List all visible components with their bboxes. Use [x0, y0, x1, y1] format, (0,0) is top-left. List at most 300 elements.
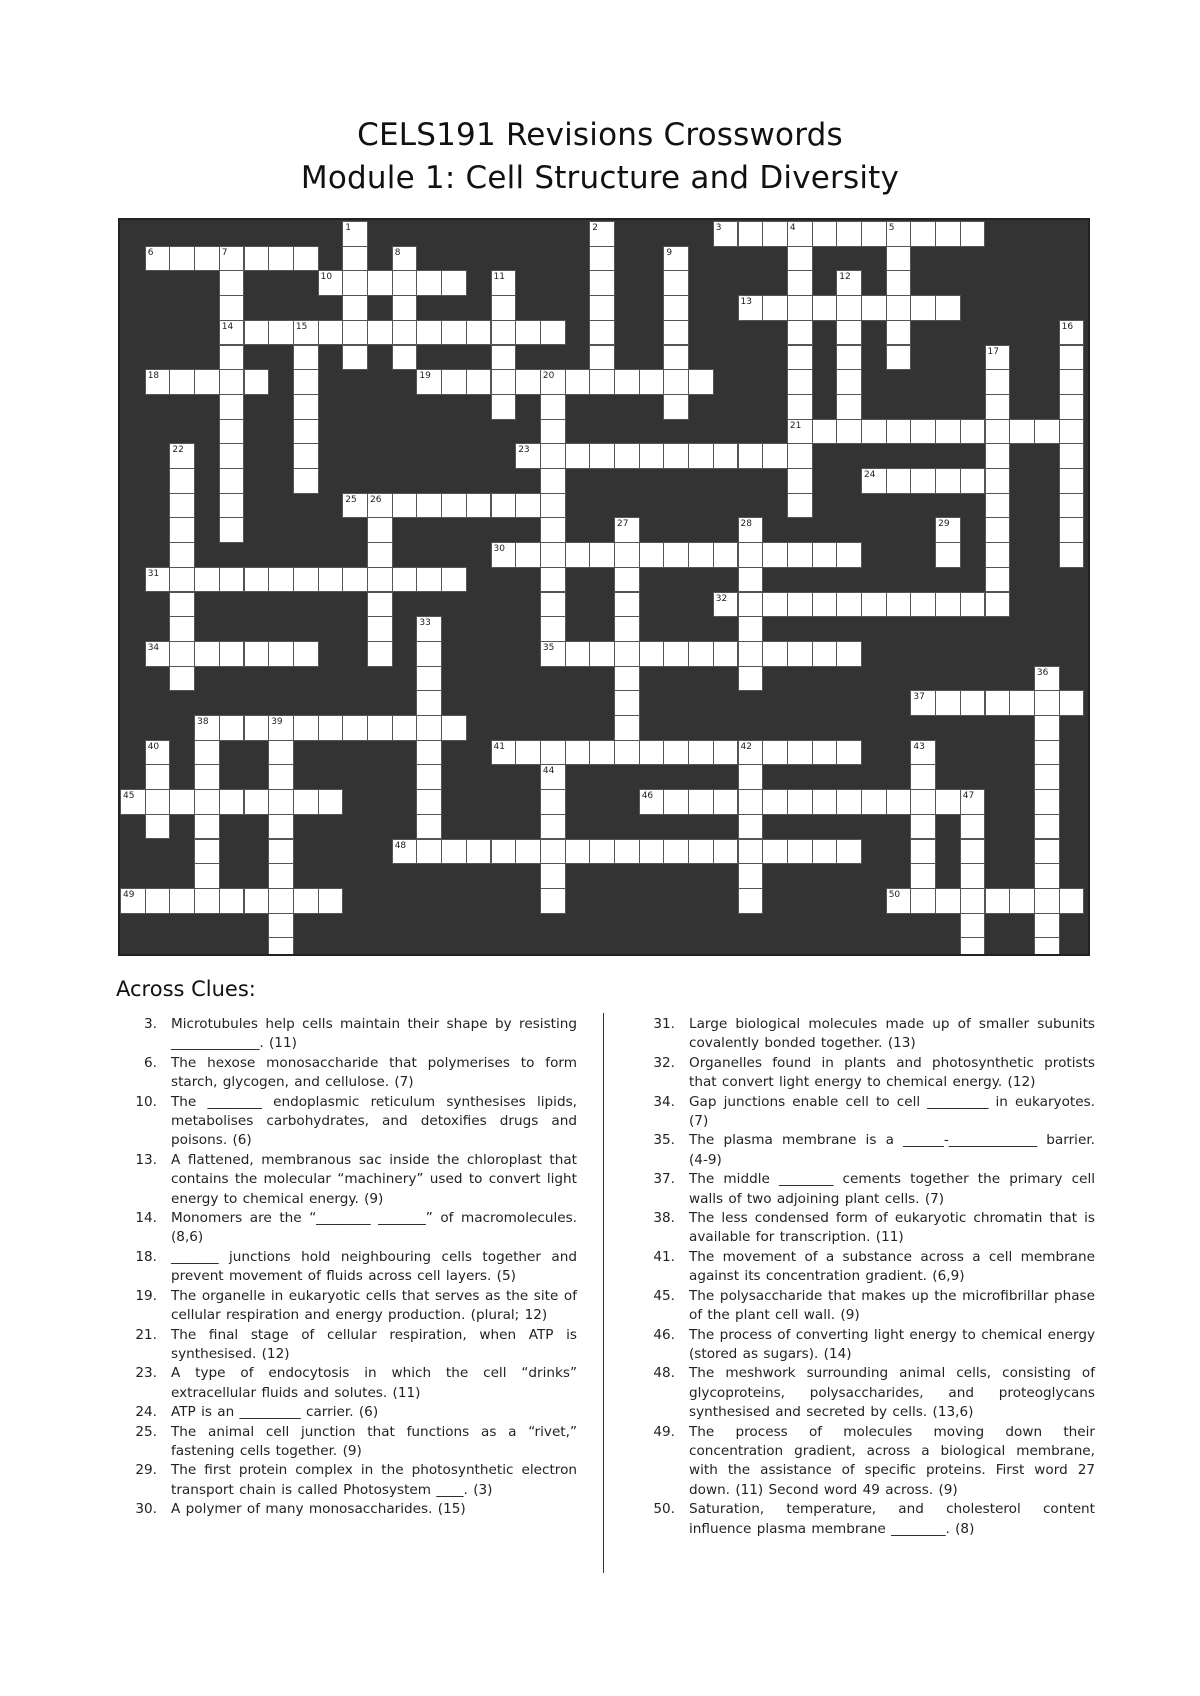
grid-cell[interactable]: [960, 839, 986, 865]
grid-cell[interactable]: [589, 320, 615, 346]
grid-cell[interactable]: [441, 369, 467, 395]
grid-cell[interactable]: [169, 888, 195, 914]
grid-cell[interactable]: [416, 320, 442, 346]
grid-cell[interactable]: [787, 295, 813, 321]
grid-cell[interactable]: [935, 592, 961, 618]
grid-cell[interactable]: [169, 616, 195, 642]
grid-cell[interactable]: [342, 715, 368, 741]
grid-cell[interactable]: [663, 740, 689, 766]
grid-cell[interactable]: [589, 641, 615, 667]
grid-cell[interactable]: [318, 888, 344, 914]
grid-cell[interactable]: [194, 839, 220, 865]
grid-cell[interactable]: [194, 863, 220, 889]
grid-cell[interactable]: [960, 814, 986, 840]
grid-cell[interactable]: [762, 641, 788, 667]
grid-cell[interactable]: [614, 641, 640, 667]
grid-cell[interactable]: [861, 221, 887, 247]
grid-cell[interactable]: [910, 419, 936, 445]
grid-cell[interactable]: [1009, 419, 1035, 445]
grid-cell[interactable]: [614, 839, 640, 865]
grid-cell[interactable]: [836, 394, 862, 420]
grid-cell[interactable]: [268, 320, 294, 346]
grid-cell[interactable]: [342, 246, 368, 272]
grid-cell[interactable]: [639, 641, 665, 667]
grid-cell[interactable]: [1034, 740, 1060, 766]
grid-cell[interactable]: [318, 715, 344, 741]
grid-cell[interactable]: [985, 592, 1011, 618]
grid-cell[interactable]: [367, 592, 393, 618]
grid-cell[interactable]: [169, 641, 195, 667]
grid-cell[interactable]: [169, 369, 195, 395]
grid-cell[interactable]: [244, 789, 270, 815]
grid-cell[interactable]: [540, 542, 566, 568]
grid-cell[interactable]: [219, 468, 245, 494]
grid-cell[interactable]: [762, 443, 788, 469]
grid-cell[interactable]: [861, 592, 887, 618]
grid-cell[interactable]: [787, 443, 813, 469]
grid-cell[interactable]: [169, 666, 195, 692]
grid-cell[interactable]: [985, 888, 1011, 914]
grid-cell[interactable]: [787, 641, 813, 667]
grid-cell[interactable]: [639, 542, 665, 568]
grid-cell[interactable]: [293, 394, 319, 420]
grid-cell[interactable]: [268, 839, 294, 865]
grid-cell[interactable]: [713, 641, 739, 667]
grid-cell[interactable]: [416, 567, 442, 593]
grid-cell[interactable]: [910, 863, 936, 889]
grid-cell[interactable]: [886, 246, 912, 272]
grid-cell[interactable]: [268, 246, 294, 272]
grid-cell[interactable]: [268, 567, 294, 593]
grid-cell[interactable]: [787, 320, 813, 346]
grid-cell[interactable]: [960, 221, 986, 247]
grid-cell[interactable]: [540, 320, 566, 346]
grid-cell[interactable]: [367, 641, 393, 667]
grid-cell[interactable]: [1034, 937, 1060, 956]
grid-cell[interactable]: [392, 295, 418, 321]
grid-cell[interactable]: [589, 443, 615, 469]
grid-cell[interactable]: [1059, 493, 1085, 519]
grid-cell[interactable]: [589, 740, 615, 766]
grid-cell[interactable]: [639, 443, 665, 469]
grid-cell[interactable]: [268, 937, 294, 956]
grid-cell[interactable]: [787, 345, 813, 371]
grid-cell[interactable]: [441, 270, 467, 296]
grid-cell[interactable]: [960, 913, 986, 939]
grid-cell[interactable]: [738, 542, 764, 568]
grid-cell[interactable]: [491, 369, 517, 395]
grid-cell[interactable]: [812, 542, 838, 568]
grid-cell[interactable]: [812, 295, 838, 321]
grid-cell[interactable]: [194, 641, 220, 667]
grid-cell[interactable]: [738, 839, 764, 865]
grid-cell[interactable]: [219, 715, 245, 741]
grid-cell[interactable]: [416, 764, 442, 790]
grid-cell[interactable]: [416, 270, 442, 296]
grid-cell[interactable]: [663, 789, 689, 815]
grid-cell[interactable]: [1059, 690, 1085, 716]
grid-cell[interactable]: [1059, 468, 1085, 494]
grid-cell[interactable]: [886, 320, 912, 346]
grid-cell[interactable]: [1009, 888, 1035, 914]
grid-cell[interactable]: [836, 641, 862, 667]
grid-cell[interactable]: [145, 888, 171, 914]
grid-cell[interactable]: [762, 839, 788, 865]
grid-cell[interactable]: [738, 641, 764, 667]
grid-cell[interactable]: [244, 888, 270, 914]
grid-cell[interactable]: [367, 542, 393, 568]
grid-cell[interactable]: [910, 592, 936, 618]
grid-cell[interactable]: [219, 641, 245, 667]
grid-cell[interactable]: [169, 542, 195, 568]
grid-cell[interactable]: [416, 690, 442, 716]
grid-cell[interactable]: [367, 517, 393, 543]
grid-cell[interactable]: [194, 740, 220, 766]
grid-cell[interactable]: [540, 740, 566, 766]
grid-cell[interactable]: [1034, 690, 1060, 716]
grid-cell[interactable]: [515, 493, 541, 519]
grid-cell[interactable]: [985, 567, 1011, 593]
grid-cell[interactable]: [614, 690, 640, 716]
grid-cell[interactable]: [985, 493, 1011, 519]
grid-cell[interactable]: [812, 221, 838, 247]
grid-cell[interactable]: [441, 320, 467, 346]
grid-cell[interactable]: [960, 419, 986, 445]
grid-cell[interactable]: [1034, 715, 1060, 741]
grid-cell[interactable]: [713, 443, 739, 469]
grid-cell[interactable]: [392, 270, 418, 296]
grid-cell[interactable]: [491, 295, 517, 321]
grid-cell[interactable]: [293, 789, 319, 815]
grid-cell[interactable]: [293, 369, 319, 395]
grid-cell[interactable]: [169, 493, 195, 519]
grid-cell[interactable]: [614, 567, 640, 593]
grid-cell[interactable]: [738, 443, 764, 469]
grid-cell[interactable]: [565, 443, 591, 469]
grid-cell[interactable]: [268, 814, 294, 840]
grid-cell[interactable]: [663, 641, 689, 667]
grid-cell[interactable]: [935, 690, 961, 716]
grid-cell[interactable]: [565, 369, 591, 395]
grid-cell[interactable]: [392, 320, 418, 346]
grid-cell[interactable]: [663, 394, 689, 420]
grid-cell[interactable]: [762, 542, 788, 568]
grid-cell[interactable]: [392, 345, 418, 371]
grid-cell[interactable]: [194, 789, 220, 815]
grid-cell[interactable]: [935, 419, 961, 445]
grid-cell[interactable]: [812, 740, 838, 766]
grid-cell[interactable]: [589, 542, 615, 568]
grid-cell[interactable]: [169, 567, 195, 593]
grid-cell[interactable]: [812, 789, 838, 815]
grid-cell[interactable]: [342, 270, 368, 296]
grid-cell[interactable]: [910, 468, 936, 494]
grid-cell[interactable]: [268, 641, 294, 667]
grid-cell[interactable]: [688, 542, 714, 568]
grid-cell[interactable]: [910, 295, 936, 321]
grid-cell[interactable]: [713, 839, 739, 865]
grid-cell[interactable]: [836, 789, 862, 815]
grid-cell[interactable]: [515, 542, 541, 568]
grid-cell[interactable]: [293, 246, 319, 272]
grid-cell[interactable]: [491, 839, 517, 865]
grid-cell[interactable]: [194, 764, 220, 790]
grid-cell[interactable]: [1034, 814, 1060, 840]
grid-cell[interactable]: [762, 740, 788, 766]
grid-cell[interactable]: [342, 567, 368, 593]
grid-cell[interactable]: [515, 839, 541, 865]
grid-cell[interactable]: [342, 345, 368, 371]
grid-cell[interactable]: [985, 690, 1011, 716]
grid-cell[interactable]: [1034, 789, 1060, 815]
grid-cell[interactable]: [293, 345, 319, 371]
grid-cell[interactable]: [985, 443, 1011, 469]
grid-cell[interactable]: [787, 542, 813, 568]
grid-cell[interactable]: [540, 394, 566, 420]
grid-cell[interactable]: [1034, 764, 1060, 790]
grid-cell[interactable]: [169, 246, 195, 272]
grid-cell[interactable]: [1059, 517, 1085, 543]
grid-cell[interactable]: [960, 888, 986, 914]
grid-cell[interactable]: [639, 369, 665, 395]
grid-cell[interactable]: [219, 567, 245, 593]
grid-cell[interactable]: [194, 567, 220, 593]
grid-cell[interactable]: [392, 567, 418, 593]
grid-cell[interactable]: [244, 715, 270, 741]
grid-cell[interactable]: [688, 789, 714, 815]
grid-cell[interactable]: [268, 863, 294, 889]
grid-cell[interactable]: [614, 715, 640, 741]
grid-cell[interactable]: [614, 443, 640, 469]
grid-cell[interactable]: [491, 345, 517, 371]
grid-cell[interactable]: [738, 863, 764, 889]
grid-cell[interactable]: [762, 789, 788, 815]
grid-cell[interactable]: [787, 493, 813, 519]
grid-cell[interactable]: [318, 320, 344, 346]
grid-cell[interactable]: [416, 740, 442, 766]
grid-cell[interactable]: [589, 345, 615, 371]
grid-cell[interactable]: [540, 888, 566, 914]
grid-cell[interactable]: [836, 221, 862, 247]
grid-cell[interactable]: [416, 789, 442, 815]
grid-cell[interactable]: [886, 419, 912, 445]
grid-cell[interactable]: [219, 419, 245, 445]
grid-cell[interactable]: [1059, 394, 1085, 420]
grid-cell[interactable]: [886, 468, 912, 494]
grid-cell[interactable]: [787, 246, 813, 272]
grid-cell[interactable]: [1059, 542, 1085, 568]
grid-cell[interactable]: [960, 468, 986, 494]
grid-cell[interactable]: [1034, 863, 1060, 889]
grid-cell[interactable]: [589, 369, 615, 395]
grid-cell[interactable]: [194, 888, 220, 914]
grid-cell[interactable]: [910, 839, 936, 865]
grid-cell[interactable]: [688, 369, 714, 395]
grid-cell[interactable]: [540, 493, 566, 519]
grid-cell[interactable]: [589, 839, 615, 865]
grid-cell[interactable]: [244, 567, 270, 593]
grid-cell[interactable]: [1059, 443, 1085, 469]
grid-cell[interactable]: [589, 270, 615, 296]
grid-cell[interactable]: [169, 517, 195, 543]
grid-cell[interactable]: [1059, 369, 1085, 395]
grid-cell[interactable]: [985, 419, 1011, 445]
grid-cell[interactable]: [540, 789, 566, 815]
grid-cell[interactable]: [219, 295, 245, 321]
grid-cell[interactable]: [268, 888, 294, 914]
grid-cell[interactable]: [762, 221, 788, 247]
grid-cell[interactable]: [935, 468, 961, 494]
grid-cell[interactable]: [1059, 888, 1085, 914]
grid-cell[interactable]: [1034, 839, 1060, 865]
grid-cell[interactable]: [268, 740, 294, 766]
grid-cell[interactable]: [1034, 913, 1060, 939]
grid-cell[interactable]: [293, 888, 319, 914]
grid-cell[interactable]: [540, 814, 566, 840]
grid-cell[interactable]: [441, 567, 467, 593]
grid-cell[interactable]: [663, 270, 689, 296]
grid-cell[interactable]: [441, 715, 467, 741]
grid-cell[interactable]: [935, 789, 961, 815]
grid-cell[interactable]: [960, 863, 986, 889]
grid-cell[interactable]: [194, 814, 220, 840]
grid-cell[interactable]: [466, 839, 492, 865]
grid-cell[interactable]: [293, 443, 319, 469]
grid-cell[interactable]: [985, 468, 1011, 494]
grid-cell[interactable]: [738, 789, 764, 815]
grid-cell[interactable]: [367, 715, 393, 741]
grid-cell[interactable]: [960, 937, 986, 956]
grid-cell[interactable]: [540, 616, 566, 642]
grid-cell[interactable]: [910, 888, 936, 914]
grid-cell[interactable]: [219, 443, 245, 469]
grid-cell[interactable]: [738, 616, 764, 642]
grid-cell[interactable]: [540, 517, 566, 543]
grid-cell[interactable]: [441, 839, 467, 865]
grid-cell[interactable]: [219, 789, 245, 815]
grid-cell[interactable]: [713, 789, 739, 815]
grid-cell[interactable]: [787, 839, 813, 865]
grid-cell[interactable]: [738, 764, 764, 790]
grid-cell[interactable]: [738, 888, 764, 914]
grid-cell[interactable]: [540, 443, 566, 469]
grid-cell[interactable]: [466, 493, 492, 519]
grid-cell[interactable]: [787, 394, 813, 420]
grid-cell[interactable]: [367, 320, 393, 346]
grid-cell[interactable]: [1009, 690, 1035, 716]
grid-cell[interactable]: [836, 592, 862, 618]
grid-cell[interactable]: [836, 839, 862, 865]
grid-cell[interactable]: [219, 369, 245, 395]
grid-cell[interactable]: [589, 295, 615, 321]
grid-cell[interactable]: [1034, 419, 1060, 445]
grid-cell[interactable]: [787, 789, 813, 815]
grid-cell[interactable]: [985, 542, 1011, 568]
grid-cell[interactable]: [441, 493, 467, 519]
grid-cell[interactable]: [540, 419, 566, 445]
grid-cell[interactable]: [145, 814, 171, 840]
grid-cell[interactable]: [293, 419, 319, 445]
grid-cell[interactable]: [293, 468, 319, 494]
grid-cell[interactable]: [392, 493, 418, 519]
grid-cell[interactable]: [540, 839, 566, 865]
grid-cell[interactable]: [540, 468, 566, 494]
grid-cell[interactable]: [639, 740, 665, 766]
grid-cell[interactable]: [910, 789, 936, 815]
grid-cell[interactable]: [688, 641, 714, 667]
grid-cell[interactable]: [565, 641, 591, 667]
grid-cell[interactable]: [614, 616, 640, 642]
grid-cell[interactable]: [836, 345, 862, 371]
grid-cell[interactable]: [812, 839, 838, 865]
grid-cell[interactable]: [910, 814, 936, 840]
grid-cell[interactable]: [416, 666, 442, 692]
grid-cell[interactable]: [614, 592, 640, 618]
grid-cell[interactable]: [515, 740, 541, 766]
grid-cell[interactable]: [886, 592, 912, 618]
grid-cell[interactable]: [812, 641, 838, 667]
grid-cell[interactable]: [985, 517, 1011, 543]
grid-cell[interactable]: [787, 740, 813, 766]
grid-cell[interactable]: [663, 839, 689, 865]
grid-cell[interactable]: [663, 320, 689, 346]
grid-cell[interactable]: [688, 839, 714, 865]
grid-cell[interactable]: [169, 468, 195, 494]
grid-cell[interactable]: [416, 839, 442, 865]
grid-cell[interactable]: [663, 443, 689, 469]
grid-cell[interactable]: [886, 295, 912, 321]
grid-cell[interactable]: [392, 715, 418, 741]
grid-cell[interactable]: [416, 493, 442, 519]
grid-cell[interactable]: [935, 542, 961, 568]
grid-cell[interactable]: [960, 592, 986, 618]
grid-cell[interactable]: [466, 320, 492, 346]
grid-cell[interactable]: [688, 740, 714, 766]
grid-cell[interactable]: [1034, 888, 1060, 914]
grid-cell[interactable]: [886, 789, 912, 815]
grid-cell[interactable]: [663, 295, 689, 321]
grid-cell[interactable]: [219, 270, 245, 296]
grid-cell[interactable]: [491, 320, 517, 346]
grid-cell[interactable]: [787, 270, 813, 296]
grid-cell[interactable]: [935, 888, 961, 914]
grid-cell[interactable]: [688, 443, 714, 469]
grid-cell[interactable]: [466, 369, 492, 395]
grid-cell[interactable]: [416, 814, 442, 840]
grid-cell[interactable]: [367, 616, 393, 642]
grid-cell[interactable]: [1059, 419, 1085, 445]
grid-cell[interactable]: [713, 542, 739, 568]
grid-cell[interactable]: [935, 295, 961, 321]
grid-cell[interactable]: [836, 542, 862, 568]
grid-cell[interactable]: [318, 789, 344, 815]
grid-cell[interactable]: [268, 789, 294, 815]
grid-cell[interactable]: [293, 567, 319, 593]
grid-cell[interactable]: [219, 493, 245, 519]
grid-cell[interactable]: [515, 320, 541, 346]
grid-cell[interactable]: [738, 567, 764, 593]
grid-cell[interactable]: [342, 320, 368, 346]
grid-cell[interactable]: [244, 320, 270, 346]
grid-cell[interactable]: [787, 592, 813, 618]
grid-cell[interactable]: [219, 888, 245, 914]
grid-cell[interactable]: [935, 221, 961, 247]
grid-cell[interactable]: [540, 863, 566, 889]
grid-cell[interactable]: [194, 369, 220, 395]
grid-cell[interactable]: [762, 295, 788, 321]
grid-cell[interactable]: [614, 740, 640, 766]
grid-cell[interactable]: [244, 641, 270, 667]
